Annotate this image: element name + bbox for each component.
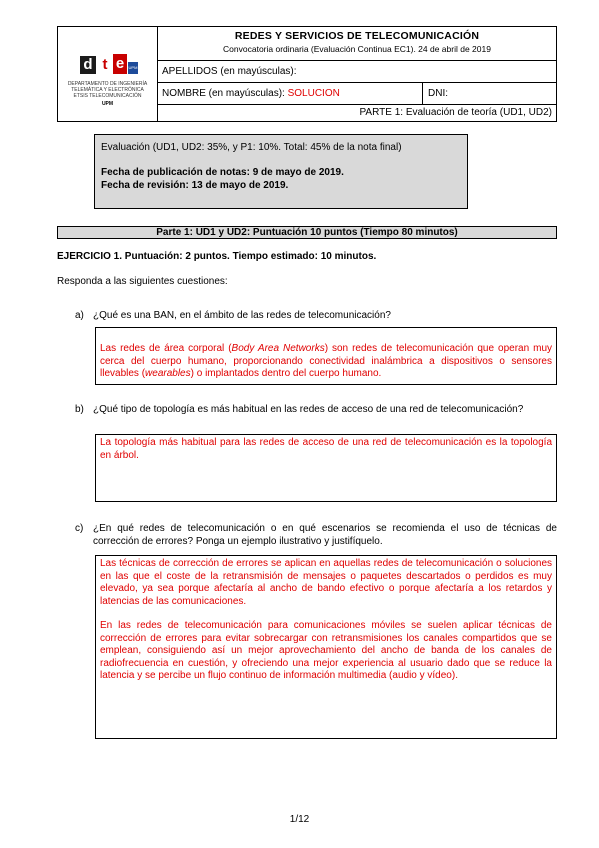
- answer-b-box[interactable]: [95, 434, 557, 502]
- answer-a-text: [100, 343, 552, 381]
- answer-a-part-2: ) son redes de telecomunicación que operan muy cerca del cuerpo humano, proporcionando conectividad inalámbrica a dispositivos o sensores llevables (: [100, 343, 553, 379]
- university-name: UPM: [101, 101, 114, 107]
- question-b-text: ¿Qué tipo de topología es más habitual en las redes de acceso de una red de telecomunicación?: [93, 404, 524, 415]
- evaluation-box: [94, 134, 468, 209]
- apellidos-row: [158, 61, 556, 83]
- logo-letter-e: e: [113, 54, 127, 74]
- nombre-label-wrap: [162, 88, 340, 99]
- parte-label: PARTE 1: Evaluación de teoría (UD1, UD2): [359, 107, 552, 118]
- exercise-title: EJERCICIO 1. Puntuación: 2 puntos. Tiempo estimado: 10 minutos.: [57, 251, 377, 262]
- page-number: 1/12: [289, 814, 310, 825]
- question-b-letter: b): [75, 404, 84, 415]
- answer-c-box[interactable]: [95, 555, 557, 739]
- evaluation-weights: Evaluación (UD1, UD2: 35%, y P1: 10%. Total: 45% de la nota final): [101, 142, 402, 153]
- exercise-intro: Responda a las siguientes cuestiones:: [57, 276, 228, 287]
- dni-divider: [422, 83, 423, 104]
- answer-a-part-1: Las redes de área corporal (: [100, 343, 232, 354]
- apellidos-label: APELLIDOS (en mayúsculas):: [162, 66, 297, 77]
- answer-a-box[interactable]: [95, 327, 557, 385]
- answer-a-part-3: ) o implantados dentro del cuerpo humano.: [190, 368, 382, 379]
- dept-line-3: ETSIS TELECOMUNICACIÓN: [73, 93, 142, 99]
- logo-letter-d: d: [80, 56, 96, 74]
- exam-subtitle: Convocatoria ordinaria (Evaluación Continua EC1). 24 de abril de 2019: [223, 44, 491, 54]
- answer-b-text: La topología más habitual para las redes de acceso de una red de telecomunicación es la topología en árbol.: [100, 437, 552, 461]
- title-row: [158, 27, 556, 61]
- publication-date: Fecha de publicación de notas: 9 de mayo de 2019.: [101, 167, 344, 178]
- dte-logo: [80, 54, 138, 76]
- answer-a-emphasis-1: Body Area Networks: [231, 343, 325, 354]
- department-name: [62, 81, 153, 99]
- question-c-text: ¿En qué redes de telecomunicación o en qué escenarios se recomienda el uso de técnicas de corrección de errores? Ponga un ejemplo ilustrativo y justifíquelo.: [93, 523, 557, 547]
- nombre-value: SOLUCION: [287, 88, 340, 99]
- logo-tag: UPM: [128, 62, 138, 74]
- question-a-text: ¿Qué es una BAN, en el ámbito de las redes de telecomunicación?: [93, 310, 391, 321]
- answer-c-paragraph-2: En las redes de telecomunicación para comunicaciones móviles se suelen aplicar técnicas de corrección de errores para evitar sobrecargar con retransmisiones los canales compartidos que se emplean, consiguiendo así un mejor aprovechamiento del ancho de banda de los canales de radiofrecuencia en cuestión, y ofreciendo una mejor experiencia al usuario dado que se reduce la latencia y se percibe un flujo continuo de información multimedia (audio y vídeo).: [100, 620, 552, 681]
- logo-letter-t: t: [97, 56, 113, 74]
- question-a-letter: a): [75, 310, 84, 321]
- dni-label: DNI:: [428, 88, 448, 99]
- parte-row: [158, 105, 556, 121]
- nombre-row: [158, 83, 556, 105]
- exam-header: [57, 26, 557, 122]
- course-title: REDES Y SERVICIOS DE TELECOMUNICACIÓN: [234, 30, 480, 42]
- dept-line-1: DEPARTAMENTO DE INGENIERÍA: [67, 81, 148, 87]
- review-date: Fecha de revisión: 13 de mayo de 2019.: [101, 180, 289, 191]
- logo-cell: [58, 27, 158, 121]
- answer-a-emphasis-2: wearables: [145, 368, 191, 379]
- question-c-letter: c): [75, 523, 84, 534]
- nombre-label: NOMBRE (en mayúsculas):: [162, 88, 285, 99]
- part-heading: Parte 1: UD1 y UD2: Puntuación 10 puntos (Tiempo 80 minutos): [57, 226, 557, 239]
- dept-line-2: TELEMÁTICA Y ELECTRÓNICA: [71, 87, 144, 93]
- answer-c-paragraph-1: Las técnicas de corrección de errores se aplican en aquellas redes de telecomunicación o soluciones en las que el coste de la retransmisión de mensajes o paquetes descartados o perdidos es muy elevado, ya sea porque afectaría al ancho de bando efectivo o porque afectaría a los retardos y latencias de las comunicaciones.: [100, 558, 552, 607]
